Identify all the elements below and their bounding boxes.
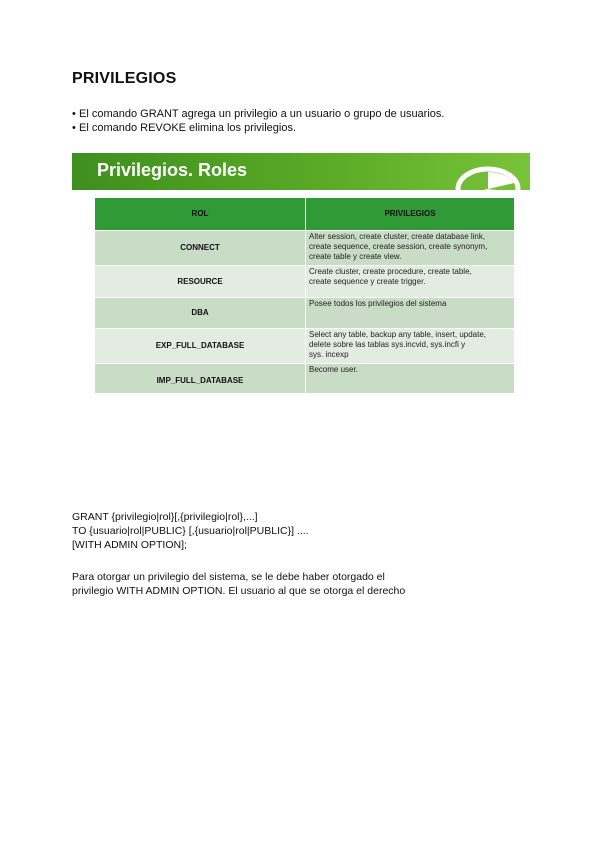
roles-slide-image [72,153,530,393]
bullet-text: El comando REVOKE elimina los privilegios. [79,122,297,134]
syntax-line: GRANT {privilegio|rol}[,{privilegio|rol},...] [72,511,258,523]
table-row [95,364,515,394]
role-privileges [306,298,515,329]
bullet-text: El comando GRANT agrega un privilegio a un usuario o grupo de usuarios. [79,108,445,120]
role-name: EXP_FULL_DATABASE [95,329,306,364]
bullet-icon: • [72,108,76,120]
privilege-line: create table y create view. [309,252,402,261]
role-name: DBA [95,298,306,329]
page-title: PRIVILEGIOS [72,70,177,87]
privilege-line: Alter session, create cluster, create database link, [309,232,486,241]
table-row [95,329,515,364]
table-header-row [95,198,515,231]
privilege-line: Posee todos los privilegios del sistema [309,299,447,308]
grant-syntax-block [72,510,309,552]
bullet-item [72,121,444,135]
slide-header-bar [72,153,530,190]
privilege-line: Create cluster, create procedure, create table, [309,267,472,276]
bullet-icon: • [72,122,76,134]
slide-title: Privilegios. Roles [97,160,248,180]
body-paragraph [72,570,405,598]
role-privileges [306,266,515,298]
roles-table [94,197,515,393]
paragraph-line: Para otorgar un privilegio del sistema, se le debe haber otorgado el [72,571,385,583]
syntax-line: [WITH ADMIN OPTION]; [72,539,187,551]
bullet-list [72,107,444,135]
table-row [95,298,515,329]
privilege-line: Become user. [309,365,358,374]
role-name: IMP_FULL_DATABASE [95,364,306,394]
privilege-line: create sequence, create session, create synonym, [309,242,488,251]
pie-chart-icon [452,159,526,199]
table-row [95,231,515,266]
role-name: CONNECT [95,231,306,266]
column-header-rol: ROL [95,198,306,231]
privilege-line: Select any table, backup any table, insert, update, [309,330,487,339]
privilege-line: delete sobre las tablas sys.incvid, sys.incfi y [309,340,466,349]
column-header-privilegios: PRIVILEGIOS [306,198,515,231]
privilege-line: create sequence y create trigger. [309,277,426,286]
paragraph-line: privilegio WITH ADMIN OPTION. El usuario al que se otorga el derecho [72,585,406,597]
role-privileges [306,231,515,266]
table-row [95,266,515,298]
role-privileges [306,364,515,394]
bullet-item [72,107,444,121]
role-name: RESOURCE [95,266,306,298]
privilege-line: sys. incexp [309,350,349,359]
syntax-line: TO {usuario|rol|PUBLIC} [,{usuario|rol|PUBLIC}] .... [72,525,309,537]
role-privileges [306,329,515,364]
